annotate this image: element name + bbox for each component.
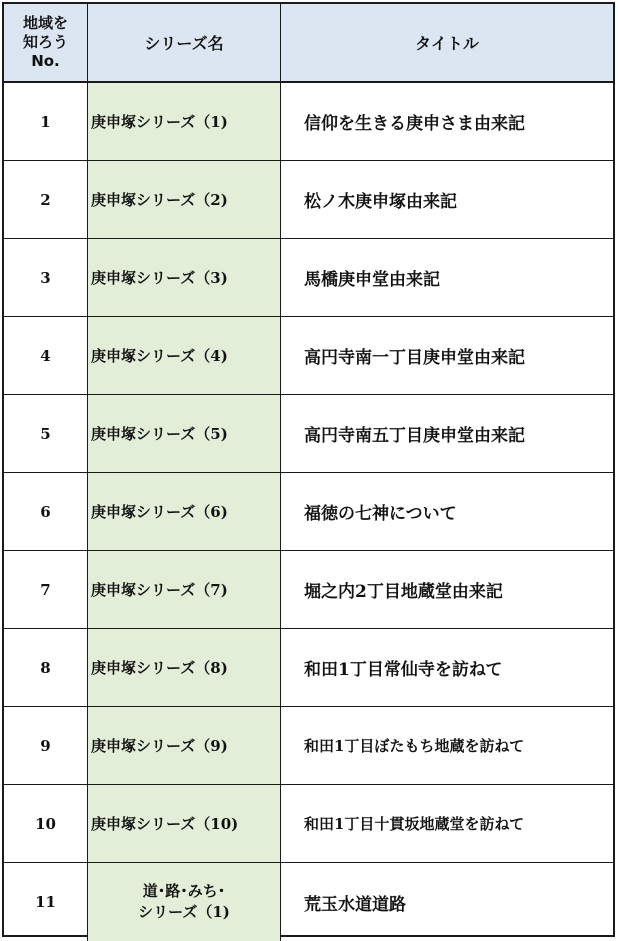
table-row bbox=[4, 83, 613, 161]
row-series-name: 庚申塚シリーズ（4) bbox=[88, 317, 281, 394]
table-row bbox=[4, 395, 613, 473]
row-no: 1 bbox=[4, 83, 88, 160]
table-row bbox=[4, 707, 613, 785]
row-title: 荒玉水道道路 bbox=[304, 894, 406, 915]
row-title: 松ノ木庚申塚由来記 bbox=[304, 192, 457, 212]
row-series-name: 庚申塚シリーズ（2) bbox=[88, 161, 281, 238]
row-title: 高円寺南一丁目庚申堂由来記 bbox=[304, 348, 525, 368]
row-series-name: 庚申塚シリーズ（9) bbox=[88, 707, 281, 784]
table-row bbox=[4, 863, 613, 941]
row-title: 高円寺南五丁目庚申堂由来記 bbox=[304, 426, 525, 446]
row-series-name: 庚申塚シリーズ（3) bbox=[88, 239, 281, 316]
table-row bbox=[4, 785, 613, 863]
header-title: タイトル bbox=[281, 4, 613, 81]
table-header bbox=[4, 4, 613, 83]
row-title: 馬橋庚申堂由来記 bbox=[304, 270, 440, 290]
table-row bbox=[4, 317, 613, 395]
table-row bbox=[4, 629, 613, 707]
row-series-name: 庚申塚シリーズ（10) bbox=[88, 785, 281, 862]
table-row bbox=[4, 239, 613, 317]
row-no: 7 bbox=[4, 551, 88, 628]
series-table bbox=[2, 2, 615, 937]
row-title: 和田1丁目常仙寺を訪ねて bbox=[304, 660, 503, 680]
row-title: 和田1丁目十貫坂地蔵堂を訪ねて bbox=[304, 815, 525, 833]
row-series-name: 庚申塚シリーズ（6) bbox=[88, 473, 281, 550]
row-no: 4 bbox=[4, 317, 88, 394]
row-no: 3 bbox=[4, 239, 88, 316]
row-title: 和田1丁目ぼたもち地蔵を訪ねて bbox=[304, 737, 525, 755]
row-no: 10 bbox=[4, 785, 88, 862]
table-row bbox=[4, 161, 613, 239]
row-no: 5 bbox=[4, 395, 88, 472]
row-series-name: 庚申塚シリーズ（8) bbox=[88, 629, 281, 706]
row-series-name: 道･路･みち･ シリーズ（1) bbox=[88, 863, 281, 941]
row-no: 9 bbox=[4, 707, 88, 784]
row-no: 11 bbox=[4, 863, 88, 941]
row-series-name: 庚申塚シリーズ（5) bbox=[88, 395, 281, 472]
row-title: 堀之内2丁目地蔵堂由来記 bbox=[304, 582, 503, 602]
header-series-name: シリーズ名 bbox=[88, 4, 281, 81]
row-series-name: 庚申塚シリーズ（7) bbox=[88, 551, 281, 628]
row-no: 2 bbox=[4, 161, 88, 238]
table-row bbox=[4, 551, 613, 629]
table-row bbox=[4, 473, 613, 551]
row-title: 信仰を生きる庚申さま由来記 bbox=[304, 114, 525, 134]
row-no: 8 bbox=[4, 629, 88, 706]
row-title: 福徳の七神について bbox=[304, 504, 457, 524]
row-no: 6 bbox=[4, 473, 88, 550]
header-no: 地域を 知ろう No. bbox=[4, 4, 88, 81]
row-series-name: 庚申塚シリーズ（1) bbox=[88, 83, 281, 160]
